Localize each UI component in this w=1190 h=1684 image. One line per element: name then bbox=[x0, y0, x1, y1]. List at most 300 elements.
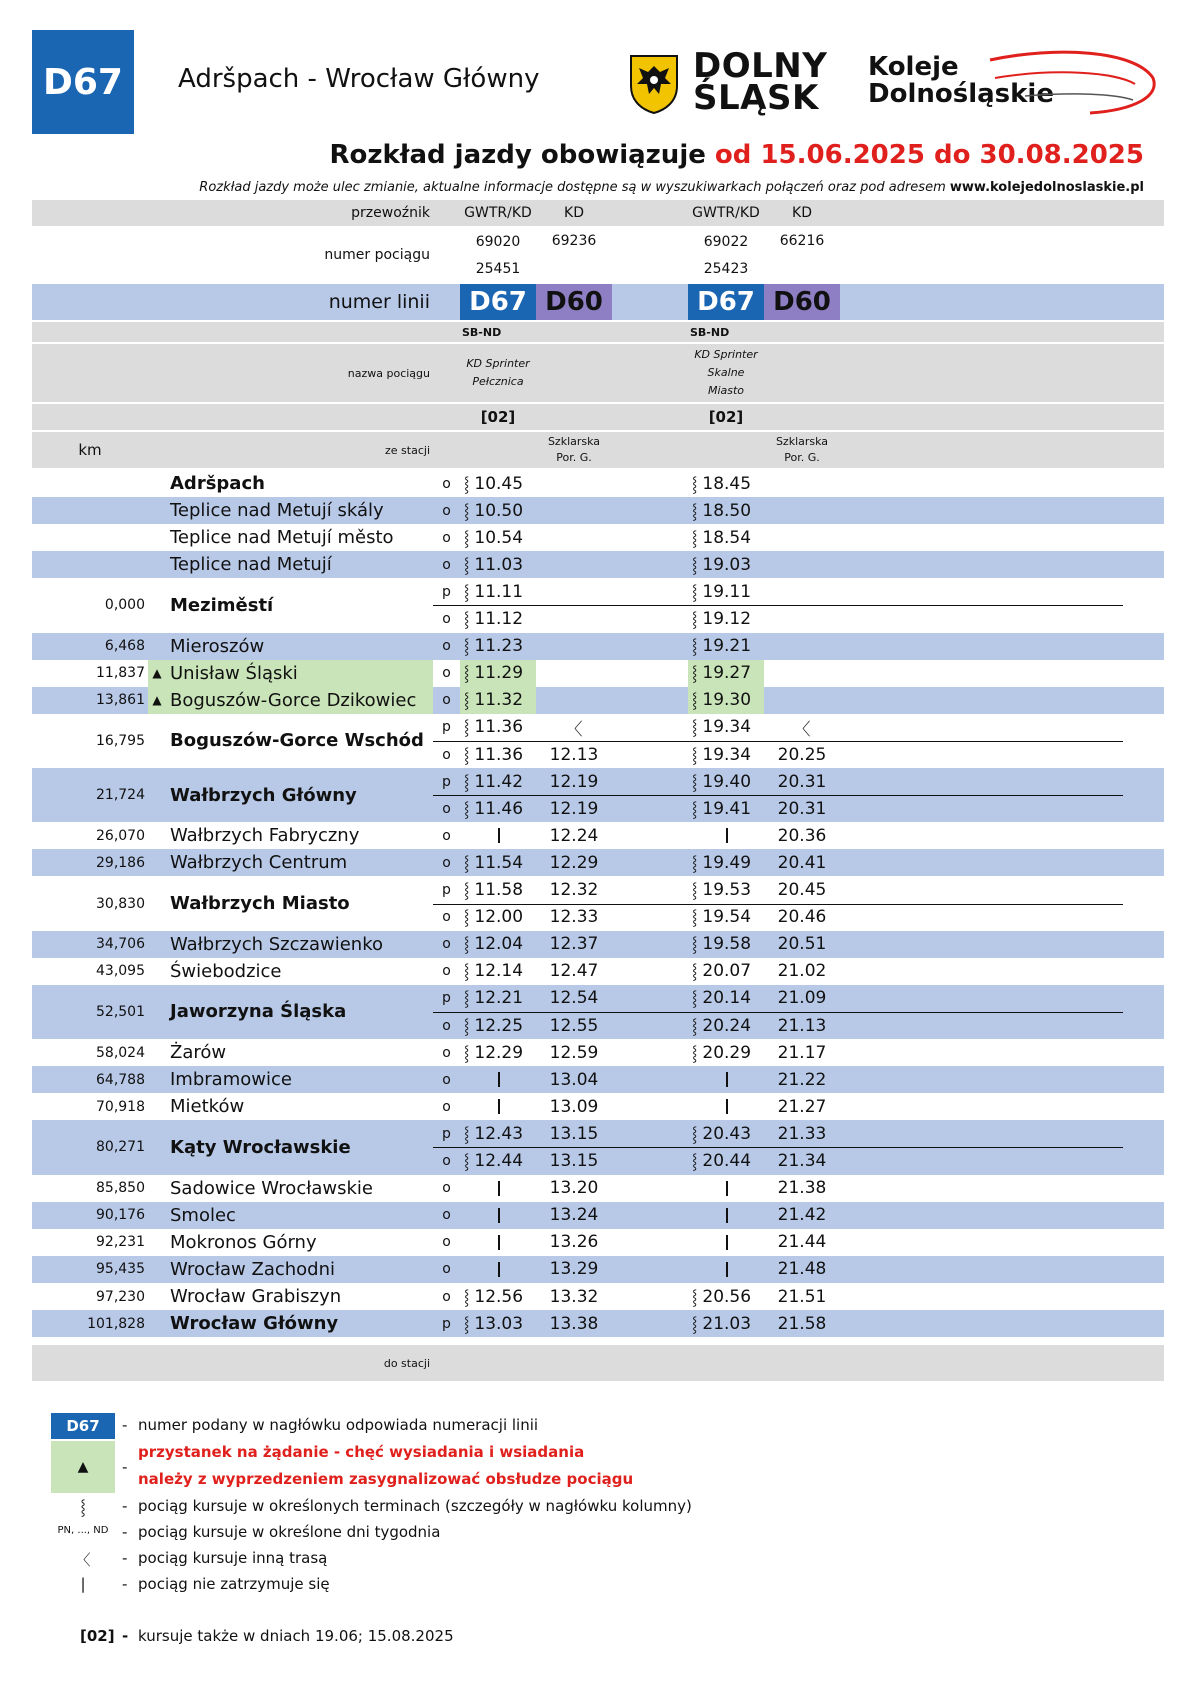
time-cell bbox=[460, 1175, 536, 1202]
line-number-row bbox=[32, 284, 1164, 320]
term-icon: ⸾ bbox=[692, 853, 698, 872]
station-row bbox=[32, 1310, 1164, 1337]
train-name-label: nazwa pociągu bbox=[166, 344, 433, 402]
time-cell bbox=[688, 497, 764, 524]
logo-ds-line1: DOLNY bbox=[693, 46, 828, 86]
no-stop-icon bbox=[726, 1072, 728, 1087]
time-cell bbox=[536, 768, 612, 795]
time-value: 12.32 bbox=[549, 880, 599, 901]
station-name: Wrocław Główny bbox=[166, 1310, 433, 1337]
term-icon: ⸾ bbox=[464, 1287, 470, 1306]
route-title: Adršpach - Wrocław Główny bbox=[178, 64, 540, 94]
time-value: 21.42 bbox=[777, 1205, 827, 1226]
arrival-departure-type: o bbox=[442, 963, 451, 980]
time-cell bbox=[460, 904, 536, 931]
legend-request-symbol: ▲ bbox=[51, 1441, 115, 1493]
validity-prefix: Rozkład jazdy obowiązuje bbox=[329, 140, 715, 170]
term-icon: ⸾ bbox=[464, 935, 470, 954]
term-icon: ⸾ bbox=[692, 1314, 698, 1333]
time-value: 20.43 bbox=[702, 1123, 752, 1144]
time-cell bbox=[536, 1256, 612, 1283]
time-cell bbox=[536, 633, 612, 660]
station-name: Sadowice Wrocławskie bbox=[170, 1177, 373, 1199]
time-value: 13.09 bbox=[549, 1096, 599, 1117]
time-cell bbox=[764, 904, 840, 931]
time-cell bbox=[688, 524, 764, 551]
arrival-departure-type: p bbox=[442, 990, 451, 1007]
time-cell bbox=[688, 958, 764, 985]
time-cell bbox=[764, 1229, 840, 1256]
time-cell bbox=[536, 985, 612, 1012]
time-value: 20.31 bbox=[777, 771, 827, 792]
term-icon: ⸾ bbox=[464, 610, 470, 629]
time-subrow bbox=[32, 1310, 1164, 1337]
term-icon: ⸾ bbox=[692, 610, 698, 629]
no-stop-icon bbox=[498, 1235, 500, 1250]
time-cell bbox=[460, 877, 536, 904]
row-divider bbox=[433, 1012, 1123, 1013]
from-station-2a: Szklarska bbox=[547, 435, 601, 448]
term-icon: ⸾ bbox=[692, 718, 698, 737]
station-row bbox=[32, 551, 1164, 578]
code-col-3: SB-ND bbox=[688, 322, 764, 342]
time-cell bbox=[460, 795, 536, 822]
time-cell bbox=[764, 1147, 840, 1174]
time-value: 21.17 bbox=[777, 1042, 827, 1063]
train-number-label: numer pociągu bbox=[324, 247, 430, 263]
time-cell bbox=[764, 1039, 840, 1066]
train-name-1b: Pełcznica bbox=[472, 375, 524, 388]
line-badge: D67 bbox=[32, 30, 134, 134]
time-value: 20.14 bbox=[702, 988, 752, 1009]
legend-days-symbol: PN, ..., ND bbox=[57, 1525, 109, 1536]
line-number-label: numer linii bbox=[166, 284, 433, 320]
legend-badge: D67 bbox=[51, 1413, 115, 1439]
time-cell bbox=[460, 1310, 536, 1337]
code-row bbox=[32, 322, 1164, 342]
term-icon: ⸾ bbox=[464, 718, 470, 737]
arrival-departure-type: o bbox=[442, 1180, 451, 1197]
km-label: km bbox=[32, 432, 148, 468]
station-name: Wrocław Grabiszyn bbox=[170, 1286, 342, 1308]
time-cell bbox=[688, 1012, 764, 1039]
term-icon: ⸾ bbox=[692, 1124, 698, 1143]
time-value: 19.12 bbox=[702, 609, 752, 630]
time-subrow bbox=[32, 877, 1164, 904]
time-cell bbox=[460, 687, 536, 714]
km-value: 52,501 bbox=[84, 985, 148, 1039]
time-cell bbox=[688, 1147, 764, 1174]
term-icon: ⸾ bbox=[464, 799, 470, 818]
time-cell bbox=[536, 1093, 612, 1120]
time-value: 20.51 bbox=[777, 934, 827, 955]
legend-request-text2: należy z wyprzedzeniem zasygnalizować obsłudze pociągu bbox=[138, 1470, 634, 1488]
station-name: Kąty Wrocławskie bbox=[166, 1120, 433, 1174]
time-value: 18.45 bbox=[702, 473, 752, 494]
row-divider bbox=[433, 795, 1123, 796]
time-cell bbox=[764, 714, 840, 741]
time-value: 21.13 bbox=[777, 1015, 827, 1036]
time-value: 20.41 bbox=[777, 852, 827, 873]
time-cell bbox=[460, 605, 536, 632]
arrival-departure-type: p bbox=[442, 773, 451, 790]
time-cell bbox=[688, 1093, 764, 1120]
time-cell bbox=[460, 1066, 536, 1093]
time-cell bbox=[764, 1256, 840, 1283]
station-name: Teplice nad Metují bbox=[166, 551, 433, 578]
time-value: 12.47 bbox=[549, 961, 599, 982]
train-name-3c: Miasto bbox=[707, 384, 745, 397]
time-value: 21.09 bbox=[777, 988, 827, 1009]
km-value: 70,918 bbox=[96, 1098, 145, 1115]
time-value: 13.03 bbox=[474, 1313, 524, 1334]
term-icon: ⸾ bbox=[464, 989, 470, 1008]
validity-dates: od 15.06.2025 do 30.08.2025 bbox=[714, 140, 1144, 170]
term-icon: ⸾ bbox=[692, 1152, 698, 1171]
validity-line bbox=[330, 140, 1145, 170]
term-icon: ⸾ bbox=[464, 1124, 470, 1143]
train-name-3b: Skalne bbox=[707, 366, 745, 379]
time-subrow bbox=[32, 795, 1164, 822]
term-icon: ⸾ bbox=[692, 772, 698, 791]
time-cell bbox=[460, 660, 536, 687]
time-cell bbox=[764, 849, 840, 876]
km-value: 64,788 bbox=[84, 1066, 148, 1093]
time-cell bbox=[536, 1039, 612, 1066]
train-name-3a: KD Sprinter bbox=[694, 348, 758, 361]
legend-nostop-text: pociąg nie zatrzymuje się bbox=[138, 1575, 330, 1593]
term-icon: ⸾ bbox=[692, 691, 698, 710]
term-icon: ⸾ bbox=[464, 853, 470, 872]
legend-route-text: pociąg kursuje inną trasą bbox=[138, 1549, 328, 1567]
term-icon: ⸾ bbox=[692, 474, 698, 493]
time-cell bbox=[764, 1283, 840, 1310]
time-value: 13.24 bbox=[549, 1205, 599, 1226]
term-icon: ⸾ bbox=[464, 474, 470, 493]
term-icon: ⸾ bbox=[464, 772, 470, 791]
time-subrow bbox=[32, 497, 1164, 524]
time-cell bbox=[764, 795, 840, 822]
time-subrow bbox=[32, 660, 1164, 687]
no-stop-icon bbox=[498, 828, 500, 843]
no-stop-icon bbox=[726, 828, 728, 843]
legend-days-text: pociąg kursuje w określone dni tygodnia bbox=[138, 1523, 441, 1541]
train-name-1a: KD Sprinter bbox=[466, 357, 530, 370]
term-icon: ⸾ bbox=[692, 962, 698, 981]
time-cell bbox=[764, 877, 840, 904]
no-stop-icon bbox=[498, 1181, 500, 1196]
time-value: 12.55 bbox=[549, 1015, 599, 1036]
station-row bbox=[32, 1093, 1164, 1120]
notice-url[interactable]: www.kolejedolnoslaskie.pl bbox=[949, 180, 1144, 195]
legend-badge-text: numer podany w nagłówku odpowiada numeracji linii bbox=[138, 1416, 539, 1434]
arrival-departure-type: p bbox=[442, 719, 451, 736]
time-value: 11.54 bbox=[474, 852, 524, 873]
arrival-departure-type: o bbox=[442, 909, 451, 926]
no-stop-icon bbox=[498, 1262, 500, 1277]
station-row bbox=[32, 1202, 1164, 1229]
time-cell bbox=[460, 470, 536, 497]
time-cell bbox=[536, 931, 612, 958]
time-value: 12.29 bbox=[549, 852, 599, 873]
time-subrow bbox=[32, 1012, 1164, 1039]
legend-request-text1: przystanek na żądanie - chęć wysiadania i wsiadania bbox=[138, 1443, 585, 1461]
arrival-departure-type: o bbox=[442, 1017, 451, 1034]
time-value: 12.25 bbox=[474, 1015, 524, 1036]
time-cell bbox=[536, 497, 612, 524]
train-number-3a: 69022 bbox=[703, 233, 749, 250]
time-value: 12.04 bbox=[474, 934, 524, 955]
arrival-departure-type: o bbox=[442, 854, 451, 871]
from-station-label: ze stacji bbox=[166, 432, 433, 468]
time-cell bbox=[764, 1120, 840, 1147]
time-subrow bbox=[32, 1147, 1164, 1174]
time-value: 21.38 bbox=[777, 1178, 827, 1199]
line-badge-col-4: D60 bbox=[764, 284, 840, 320]
station-row bbox=[32, 822, 1164, 849]
time-cell bbox=[688, 1039, 764, 1066]
time-value: 20.07 bbox=[702, 961, 752, 982]
arrival-departure-type: o bbox=[442, 692, 451, 709]
station-row bbox=[32, 931, 1164, 958]
arrival-departure-type: p bbox=[442, 1315, 451, 1332]
term-icon: ⸾ bbox=[464, 1043, 470, 1062]
station-row bbox=[32, 1229, 1164, 1256]
time-cell bbox=[460, 741, 536, 768]
arrival-departure-type: o bbox=[442, 611, 451, 628]
time-value: 19.30 bbox=[702, 690, 752, 711]
term-icon: ⸾ bbox=[464, 691, 470, 710]
time-subrow bbox=[32, 687, 1164, 714]
time-cell bbox=[688, 1256, 764, 1283]
station-name: Żarów bbox=[170, 1042, 227, 1064]
time-subrow bbox=[32, 714, 1164, 741]
term-icon: ⸾ bbox=[464, 962, 470, 981]
time-value: 19.34 bbox=[702, 744, 752, 765]
time-subrow bbox=[32, 1120, 1164, 1147]
time-cell bbox=[536, 551, 612, 578]
term-icon: ⸾ bbox=[692, 745, 698, 764]
time-cell bbox=[688, 605, 764, 632]
time-value: 18.50 bbox=[702, 500, 752, 521]
time-subrow bbox=[32, 931, 1164, 958]
km-value: 11,837 bbox=[96, 665, 145, 682]
carrier-row bbox=[32, 200, 1164, 226]
term-icon: ⸾ bbox=[464, 582, 470, 601]
arrival-departure-type: p bbox=[442, 583, 451, 600]
arrival-departure-type: o bbox=[442, 1071, 451, 1088]
no-stop-icon bbox=[726, 1235, 728, 1250]
legend-dash: - bbox=[122, 1627, 129, 1645]
time-cell bbox=[460, 1147, 536, 1174]
legend-dash: - bbox=[122, 1549, 128, 1567]
time-value: 19.49 bbox=[702, 852, 752, 873]
time-cell bbox=[536, 1202, 612, 1229]
time-cell bbox=[536, 1147, 612, 1174]
station-name: Mietków bbox=[170, 1096, 245, 1118]
time-subrow bbox=[32, 958, 1164, 985]
km-value: 97,230 bbox=[96, 1288, 145, 1305]
term-icon: ⸾ bbox=[692, 637, 698, 656]
time-cell bbox=[460, 931, 536, 958]
arrival-departure-type: o bbox=[442, 1153, 451, 1170]
route-icon: 〈 bbox=[793, 719, 811, 740]
time-subrow bbox=[32, 605, 1164, 632]
arrival-departure-type: o bbox=[442, 1288, 451, 1305]
time-value: 10.50 bbox=[474, 500, 524, 521]
arrival-departure-type: o bbox=[442, 475, 451, 492]
time-cell bbox=[460, 1120, 536, 1147]
station-name: Mieroszów bbox=[166, 633, 433, 660]
arrival-departure-type: o bbox=[442, 936, 451, 953]
no-stop-icon bbox=[498, 1099, 500, 1114]
time-subrow bbox=[32, 822, 1164, 849]
time-subrow bbox=[32, 768, 1164, 795]
term-icon: ⸾ bbox=[692, 935, 698, 954]
dolny-slask-logo bbox=[693, 46, 828, 118]
row-divider bbox=[433, 605, 1123, 606]
time-value: 11.36 bbox=[474, 744, 524, 765]
time-value: 19.53 bbox=[702, 880, 752, 901]
time-cell bbox=[460, 1283, 536, 1310]
time-value: 12.19 bbox=[549, 771, 599, 792]
km-value: 95,435 bbox=[84, 1256, 148, 1283]
time-cell bbox=[536, 1310, 612, 1337]
time-cell bbox=[460, 497, 536, 524]
term-icon: ⸾ bbox=[464, 1152, 470, 1171]
station-name: Boguszów-Gorce Dzikowiec bbox=[166, 687, 433, 714]
time-cell bbox=[688, 633, 764, 660]
time-value: 19.41 bbox=[702, 798, 752, 819]
request-stop-icon: ▲ bbox=[148, 660, 166, 687]
time-cell bbox=[764, 1093, 840, 1120]
station-name: Teplice nad Metují město bbox=[170, 527, 394, 549]
time-cell bbox=[536, 1283, 612, 1310]
time-subrow bbox=[32, 904, 1164, 931]
term-icon: ⸾ bbox=[464, 555, 470, 574]
legend-dash: - bbox=[122, 1523, 128, 1541]
time-cell bbox=[688, 1066, 764, 1093]
time-cell bbox=[460, 958, 536, 985]
station-row bbox=[32, 497, 1164, 524]
time-value: 12.19 bbox=[549, 798, 599, 819]
train-name-row bbox=[32, 344, 1164, 402]
time-value: 12.59 bbox=[549, 1042, 599, 1063]
time-subrow bbox=[32, 1256, 1164, 1283]
time-cell bbox=[688, 660, 764, 687]
station-name: Świebodzice bbox=[170, 960, 282, 982]
time-cell bbox=[688, 1283, 764, 1310]
time-cell bbox=[536, 795, 612, 822]
term-icon: ⸾ bbox=[692, 582, 698, 601]
time-subrow bbox=[32, 1175, 1164, 1202]
time-value: 21.03 bbox=[702, 1313, 752, 1334]
row-divider bbox=[433, 904, 1123, 905]
time-value: 11.29 bbox=[474, 663, 524, 684]
station-row bbox=[32, 524, 1164, 551]
arrival-departure-type: o bbox=[442, 1234, 451, 1251]
time-cell bbox=[688, 877, 764, 904]
time-value: 21.22 bbox=[777, 1069, 827, 1090]
station-row bbox=[32, 1256, 1164, 1283]
time-value: 12.37 bbox=[549, 934, 599, 955]
from-station-2b: Por. G. bbox=[556, 451, 592, 464]
time-cell bbox=[688, 931, 764, 958]
station-row bbox=[32, 1039, 1164, 1066]
train-number-row bbox=[32, 228, 1164, 282]
time-cell bbox=[460, 1093, 536, 1120]
line-badge-col-2: D60 bbox=[536, 284, 612, 320]
term-icon: ⸾ bbox=[464, 501, 470, 520]
time-cell bbox=[460, 849, 536, 876]
time-value: 21.02 bbox=[777, 961, 827, 982]
time-cell bbox=[460, 1202, 536, 1229]
time-value: 20.24 bbox=[702, 1015, 752, 1036]
station-name: Wałbrzych Szczawienko bbox=[166, 931, 433, 958]
station-row bbox=[32, 877, 1164, 931]
time-value: 21.48 bbox=[777, 1259, 827, 1280]
no-stop-icon bbox=[726, 1181, 728, 1196]
term-icon: ⸾ bbox=[464, 637, 470, 656]
station-name: Wałbrzych Główny bbox=[166, 768, 433, 822]
swoosh-icon bbox=[985, 48, 1160, 118]
train-number-3b: 25423 bbox=[703, 260, 749, 277]
term-icon: ⸾ bbox=[692, 799, 698, 818]
time-value: 19.11 bbox=[702, 581, 752, 602]
no-stop-icon bbox=[726, 1262, 728, 1277]
km-value: 90,176 bbox=[84, 1202, 148, 1229]
time-cell bbox=[460, 1039, 536, 1066]
carrier-label: przewoźnik bbox=[166, 200, 433, 226]
station-row bbox=[32, 633, 1164, 660]
station-name: Teplice nad Metují skály bbox=[166, 497, 433, 524]
time-cell bbox=[460, 1256, 536, 1283]
time-cell bbox=[536, 470, 612, 497]
term-icon: ⸾ bbox=[692, 555, 698, 574]
footnote-text: kursuje także w dniach 19.06; 15.08.2025 bbox=[138, 1627, 454, 1645]
time-cell bbox=[460, 985, 536, 1012]
time-cell bbox=[764, 1310, 840, 1337]
time-value: 20.36 bbox=[777, 825, 827, 846]
term-icon: ⸾ bbox=[692, 1287, 698, 1306]
time-value: 11.11 bbox=[474, 581, 524, 602]
km-value: 0,000 bbox=[104, 597, 145, 614]
arrival-departure-type: o bbox=[442, 746, 451, 763]
station-name: Adršpach bbox=[170, 473, 265, 495]
station-row bbox=[32, 687, 1164, 714]
time-cell bbox=[688, 849, 764, 876]
legend-dash: - bbox=[122, 1416, 128, 1434]
station-row bbox=[32, 578, 1164, 632]
time-value: 10.45 bbox=[474, 473, 524, 494]
time-value: 12.56 bbox=[474, 1286, 524, 1307]
time-value: 18.54 bbox=[702, 527, 752, 548]
time-subrow bbox=[32, 578, 1164, 605]
time-value: 21.34 bbox=[777, 1151, 827, 1172]
arrival-departure-type: o bbox=[442, 1044, 451, 1061]
time-cell bbox=[688, 578, 764, 605]
time-value: 20.56 bbox=[702, 1286, 752, 1307]
station-row bbox=[32, 958, 1164, 985]
km-value: 29,186 bbox=[84, 849, 148, 876]
bracket-col-3: [02] bbox=[688, 404, 764, 430]
time-cell bbox=[536, 877, 612, 904]
term-icon: ⸾ bbox=[692, 989, 698, 1008]
time-value: 13.15 bbox=[549, 1151, 599, 1172]
time-cell bbox=[764, 605, 840, 632]
time-cell bbox=[460, 578, 536, 605]
station-row bbox=[32, 470, 1164, 497]
